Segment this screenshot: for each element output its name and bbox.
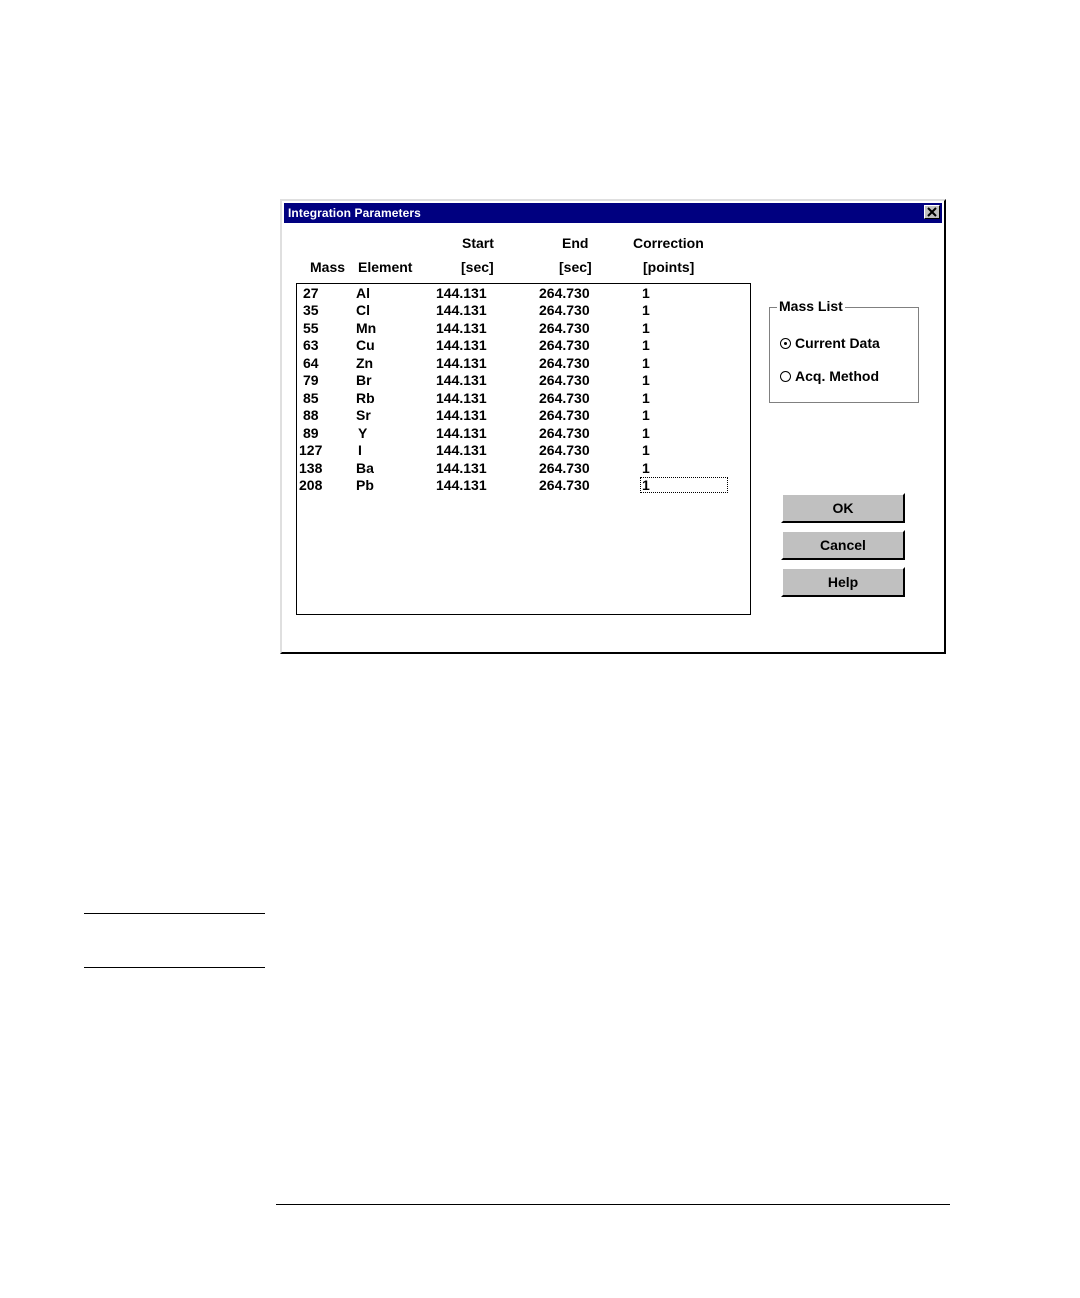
title-bar[interactable] (284, 203, 942, 223)
table-row[interactable] (297, 337, 750, 354)
cell-correction: 1 (642, 354, 650, 371)
cell-correction: 1 (642, 424, 650, 441)
header-element: Element (358, 259, 413, 275)
cell-correction: 1 (642, 302, 650, 319)
table-row[interactable] (297, 477, 750, 494)
radio-label-acq-method: Acq. Method (795, 368, 879, 384)
close-button[interactable] (924, 205, 940, 219)
cell-mass: 63 (303, 337, 319, 354)
cell-start: 144.131 (436, 372, 487, 389)
table-row[interactable] (297, 355, 750, 372)
cell-element: Br (356, 372, 372, 389)
header-mass: Mass (310, 259, 346, 275)
cell-start: 144.131 (436, 319, 487, 336)
cell-end: 264.730 (539, 354, 590, 371)
integration-parameters-dialog (280, 199, 946, 654)
header-end-unit: [sec] (559, 259, 592, 275)
cell-element: Cl (356, 302, 370, 319)
cell-start: 144.131 (436, 285, 487, 301)
table-row[interactable] (297, 372, 750, 389)
cell-end: 264.730 (539, 407, 590, 424)
table-row[interactable] (297, 320, 750, 337)
cell-mass: 55 (303, 319, 319, 336)
cell-element: Ba (356, 459, 374, 476)
cell-element: Rb (356, 389, 375, 406)
header-start: Start (462, 235, 494, 251)
cell-element: Pb (356, 476, 374, 493)
cell-element: Zn (356, 354, 374, 371)
cell-start: 144.131 (436, 302, 487, 319)
header-correction: Correction (633, 235, 704, 251)
cell-mass: 27 (303, 285, 319, 301)
cell-end: 264.730 (539, 424, 590, 441)
cell-correction: 1 (642, 442, 650, 459)
page-footer-rule (276, 1204, 950, 1205)
cell-end: 264.730 (539, 319, 590, 336)
cell-start: 144.131 (436, 476, 487, 493)
cell-correction: 1 (642, 372, 650, 389)
radio-label-current-data: Current Data (795, 335, 880, 351)
integration-list[interactable] (296, 283, 751, 615)
cell-end: 264.730 (539, 302, 590, 319)
table-row[interactable] (297, 460, 750, 477)
table-row[interactable] (297, 442, 750, 459)
page-rule-lower (84, 967, 265, 968)
help-button[interactable]: Help (781, 567, 905, 597)
cell-correction: 1 (642, 337, 650, 354)
cell-correction: 1 (642, 407, 650, 424)
cell-element: Al (356, 285, 370, 301)
header-correction-unit: [points] (643, 259, 695, 275)
close-icon (925, 206, 939, 218)
page-rule-upper (84, 913, 265, 914)
cell-correction: 1 (642, 319, 650, 336)
cell-start: 144.131 (436, 407, 487, 424)
cell-correction: 1 (642, 476, 650, 493)
table-row[interactable] (297, 302, 750, 319)
dialog-title: Integration Parameters (288, 206, 421, 220)
radio-circle-icon (780, 371, 791, 382)
cell-end: 264.730 (539, 476, 590, 493)
cell-mass: 138 (299, 459, 323, 476)
cell-correction: 1 (642, 285, 650, 301)
cell-mass: 208 (299, 476, 323, 493)
radio-circle-icon (780, 338, 791, 349)
cell-end: 264.730 (539, 337, 590, 354)
cell-mass: 35 (303, 302, 319, 319)
table-row[interactable] (297, 390, 750, 407)
cell-mass: 64 (303, 354, 319, 371)
cell-correction: 1 (642, 389, 650, 406)
header-end: End (562, 235, 589, 251)
cell-end: 264.730 (539, 389, 590, 406)
cell-end: 264.730 (539, 459, 590, 476)
cell-start: 144.131 (436, 442, 487, 459)
mass-list-group (769, 298, 919, 403)
cell-mass: 85 (303, 389, 319, 406)
cell-start: 144.131 (436, 389, 487, 406)
cell-correction: 1 (642, 459, 650, 476)
table-row[interactable] (297, 407, 750, 424)
cell-element: Y (358, 424, 368, 441)
cell-mass: 127 (299, 442, 323, 459)
table-row[interactable] (297, 425, 750, 442)
cell-start: 144.131 (436, 354, 487, 371)
cell-mass: 88 (303, 407, 319, 424)
header-start-unit: [sec] (461, 259, 494, 275)
correction-edit-field[interactable] (640, 477, 728, 493)
cell-start: 144.131 (436, 424, 487, 441)
cancel-button[interactable]: Cancel (781, 530, 905, 560)
cell-element: Cu (356, 337, 375, 354)
cell-end: 264.730 (539, 285, 590, 301)
cell-mass: 79 (303, 372, 319, 389)
cell-element: Sr (356, 407, 371, 424)
table-row[interactable] (297, 285, 750, 302)
cell-start: 144.131 (436, 459, 487, 476)
cell-mass: 89 (303, 424, 319, 441)
cell-element: I (358, 442, 362, 459)
cell-start: 144.131 (436, 337, 487, 354)
cell-end: 264.730 (539, 372, 590, 389)
ok-button[interactable]: OK (781, 493, 905, 523)
radio-selected-dot-icon (784, 342, 787, 345)
cell-end: 264.730 (539, 442, 590, 459)
mass-list-legend: Mass List (779, 298, 843, 314)
cell-element: Mn (356, 319, 377, 336)
